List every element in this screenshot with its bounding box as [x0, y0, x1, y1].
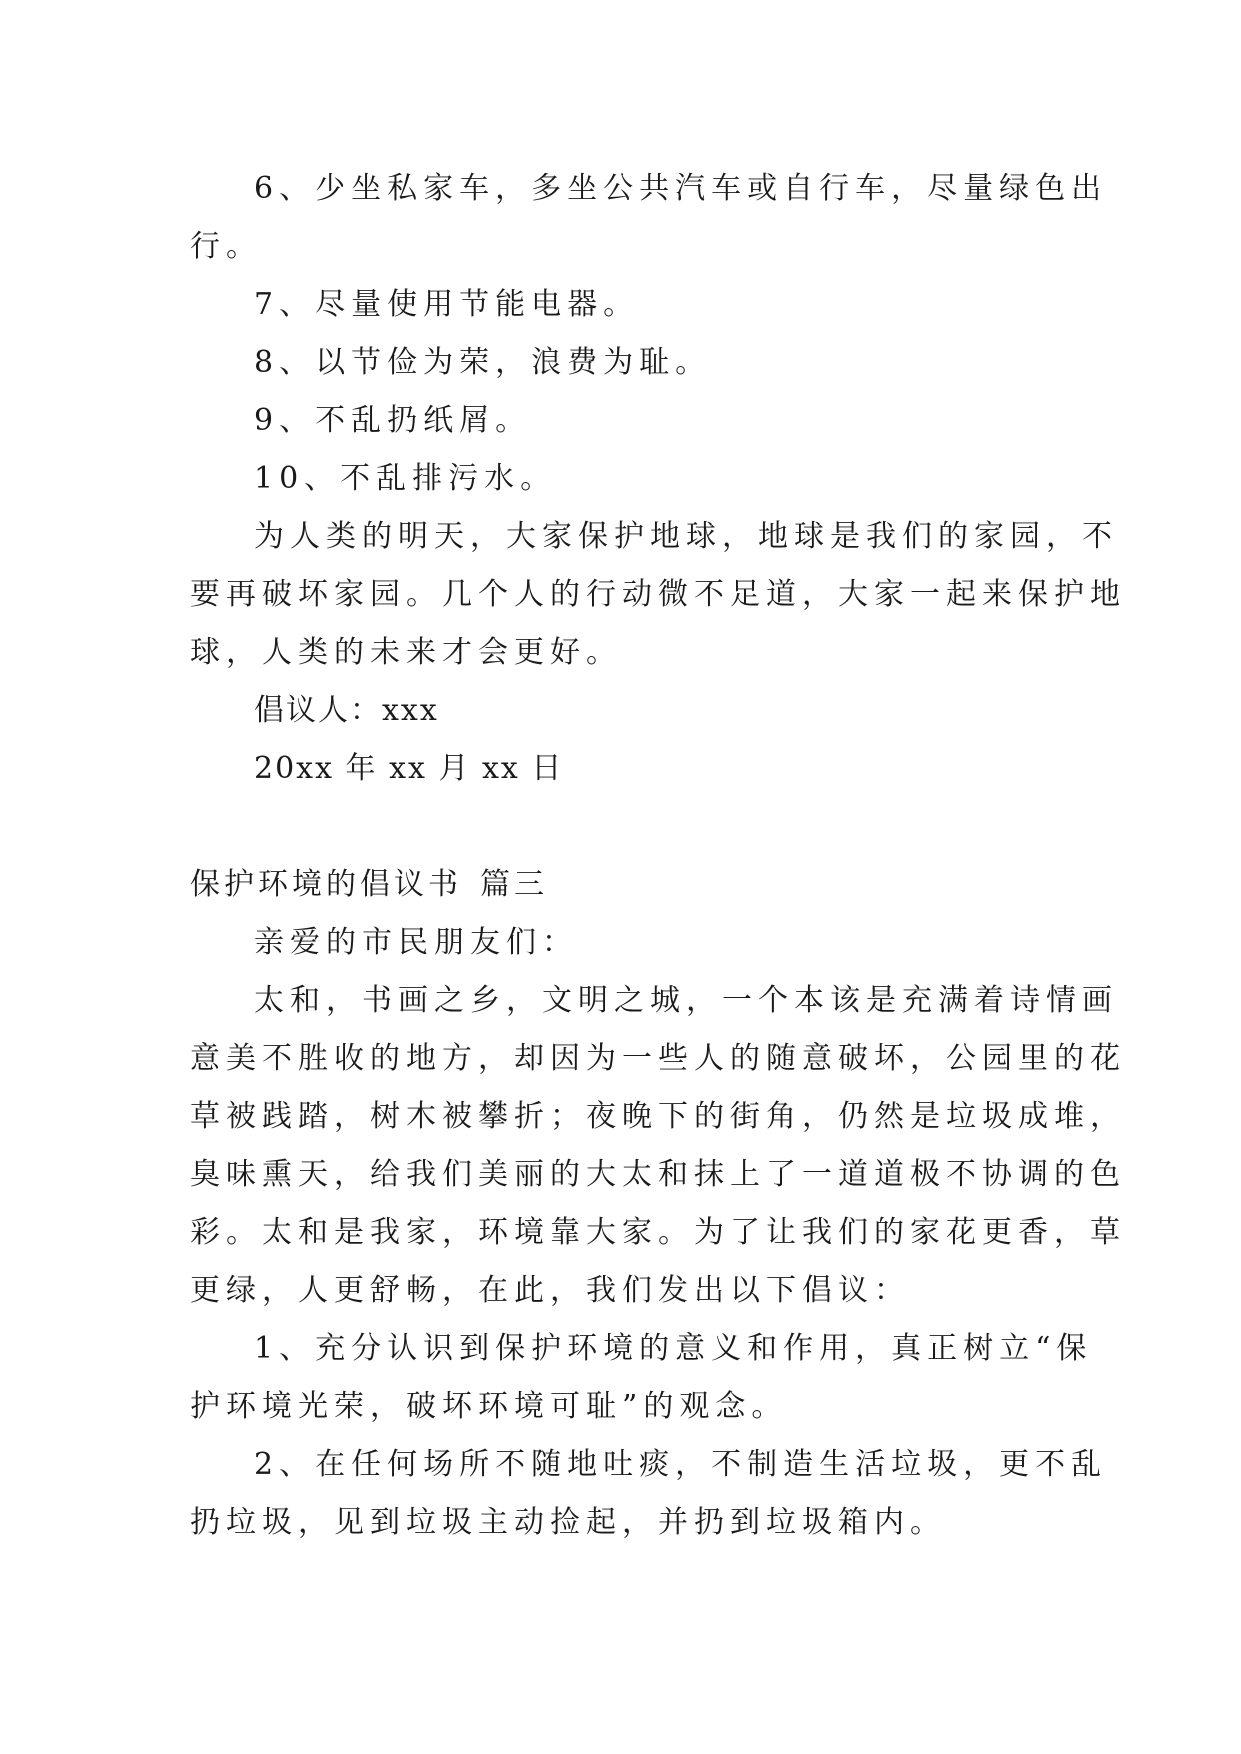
proposal-2-line-1: 2、在任何场所不随地吐痰，不制造生活垃圾，更不乱 [254, 1447, 1108, 1482]
section-spacer [190, 798, 1060, 856]
list-item-9: 9、不乱扔纸屑。 [254, 403, 532, 438]
salutation: 亲爱的市民朋友们： [254, 925, 578, 960]
list-item-6-line-1: 6、少坐私家车，多坐公共汽车或自行车，尽量绿色出 [254, 171, 1108, 206]
signature-date: 20xx 年 xx 月 xx 日 [254, 751, 564, 786]
section-heading [190, 856, 1060, 914]
list-item-6-line-2: 行。 [190, 229, 262, 264]
proposal-1-line-2: 护环境光荣，破坏环境可耻”的观念。 [190, 1389, 788, 1424]
proposer-signature: 倡议人：xxx [254, 693, 439, 728]
list-item-7: 7、尽量使用节能电器。 [254, 287, 640, 322]
closing-paragraph-line-1: 为人类的明天，大家保护地球，地球是我们的家园，不 [254, 519, 1118, 554]
intro-paragraph-line-4: 臭味熏天，给我们美丽的大太和抹上了一道道极不协调的色 [190, 1157, 1126, 1192]
proposal-2-line-2: 扔垃圾，见到垃圾主动捡起，并扔到垃圾箱内。 [190, 1505, 946, 1540]
intro-paragraph-line-3: 草被践踏，树木被攀折；夜晚下的街角，仍然是垃圾成堆， [190, 1099, 1126, 1134]
list-item-8: 8、以节俭为荣，浪费为耻。 [254, 345, 712, 380]
intro-paragraph-line-6: 更绿，人更舒畅，在此，我们发出以下倡议： [190, 1273, 910, 1308]
proposal-1-line-1: 1、充分认识到保护环境的意义和作用，真正树立“保 [254, 1331, 1093, 1366]
section-chapter: 篇三 [480, 867, 548, 902]
closing-paragraph-line-3: 球，人类的未来才会更好。 [190, 635, 622, 670]
section-title: 保护环境的倡议书 [190, 867, 462, 902]
intro-paragraph-line-2: 意美不胜收的地方，却因为一些人的随意破坏，公园里的花 [190, 1041, 1126, 1076]
intro-paragraph-line-5: 彩。太和是我家，环境靠大家。为了让我们的家花更香，草 [190, 1215, 1126, 1250]
intro-paragraph-line-1: 太和，书画之乡，文明之城，一个本该是充满着诗情画 [254, 983, 1118, 1018]
list-item-10: 10、不乱排污水。 [254, 461, 557, 496]
document-body [190, 160, 1126, 1552]
closing-paragraph-line-2: 要再破坏家园。几个人的行动微不足道，大家一起来保护地 [190, 577, 1126, 612]
